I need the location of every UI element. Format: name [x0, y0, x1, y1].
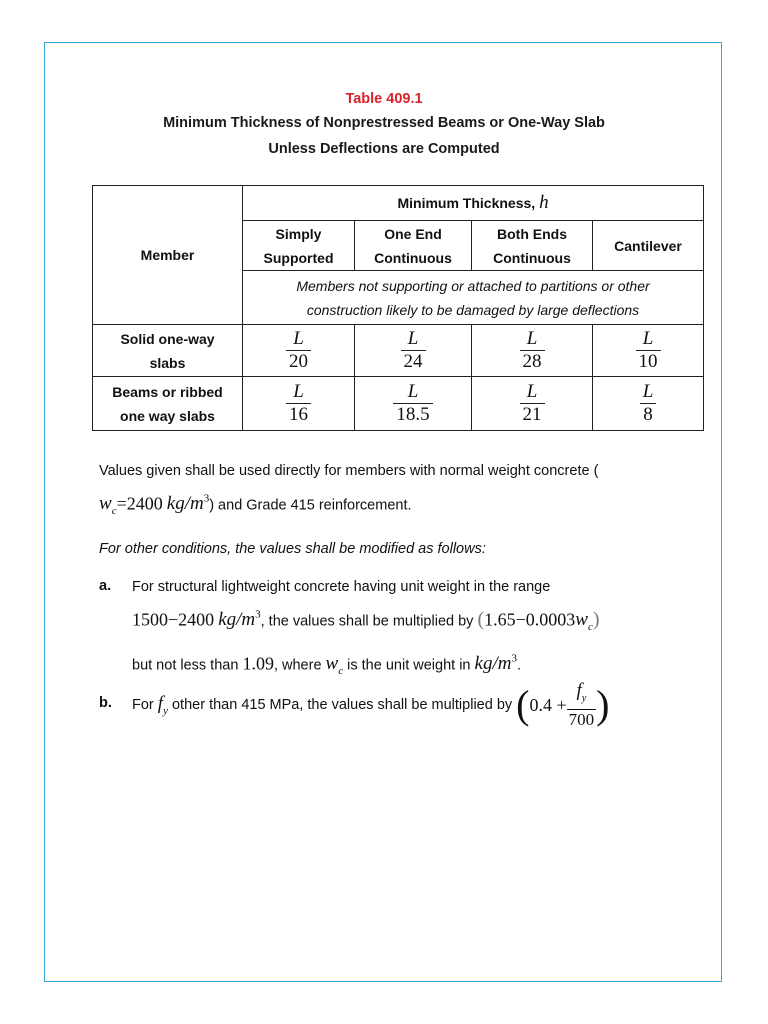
fraction-numerator: $f_y$ — [567, 681, 597, 710]
row-label — [93, 325, 243, 377]
item-a-mid: , the values shall be multiplied by — [260, 613, 474, 630]
para1-rest: ) and Grade 415 reinforcement. — [209, 497, 412, 514]
fraction-numerator: L — [293, 327, 304, 349]
item-b-label: b. — [99, 695, 112, 711]
weight-range: 1500−2400 — [132, 609, 215, 630]
fraction — [520, 328, 545, 373]
fraction-numerator: L — [407, 327, 419, 349]
para1-line1: Values given shall be used directly for members with normal weight concrete ( — [99, 463, 599, 479]
col-both-ends-continuous — [472, 221, 593, 271]
col-simply-supported — [243, 221, 355, 271]
unit-text: kg/m — [218, 609, 256, 631]
item-b-for: For — [132, 697, 154, 713]
para1-line2 — [99, 486, 709, 524]
fraction-numerator: L — [407, 380, 419, 402]
table-cell — [355, 377, 472, 431]
row-label-line: Beams or ribbed — [112, 383, 223, 400]
fraction-denominator: 20 — [286, 350, 311, 373]
fraction — [636, 328, 661, 373]
table-cell — [593, 325, 704, 377]
item-a-line3-start: but not less than — [132, 657, 239, 674]
fraction-denominator: 16 — [286, 403, 311, 426]
thickness-symbol: h — [539, 192, 549, 213]
fraction-numerator: L — [642, 327, 654, 349]
table-caption — [44, 88, 724, 162]
fraction — [520, 381, 545, 426]
col-one-end-continuous — [355, 221, 472, 271]
item-b-text — [132, 676, 712, 739]
unit-kgm3: $kg/m^3$ — [166, 493, 210, 515]
fraction-denominator: 24 — [401, 350, 426, 373]
note-line: Members not supporting or attached to partitions or other — [296, 277, 650, 294]
fraction — [393, 381, 432, 426]
note-line: construction likely to be damaged by large deflections — [306, 301, 640, 318]
symbol-w: $w_c$ — [325, 653, 344, 678]
lightweight-factor: 1.65−0.0003 — [484, 609, 576, 630]
symbol-w: $w_c$ — [575, 609, 593, 634]
table-cell — [472, 377, 593, 431]
item-a-line3-mid: , where — [273, 657, 322, 674]
fraction — [640, 381, 657, 426]
col-header-line: Simply — [275, 225, 322, 242]
fraction-numerator: L — [293, 380, 304, 402]
paren-left: ( — [516, 682, 530, 728]
member-header: Member — [93, 186, 243, 325]
unit-text: kg/m — [166, 493, 204, 515]
unit-kgm3: $kg/m^3$ — [474, 653, 517, 675]
fraction-denominator: 21 — [520, 403, 545, 426]
min-thickness-table — [92, 185, 704, 431]
fraction-denominator: 10 — [636, 350, 661, 373]
item-a-text — [132, 576, 712, 684]
fraction-denominator: 700 — [568, 709, 595, 729]
table-cell — [593, 377, 704, 431]
fraction — [286, 328, 311, 373]
table-row — [93, 325, 704, 377]
unit-kgm3: $kg/m^3$ — [218, 609, 261, 631]
item-a-line2 — [132, 600, 712, 642]
item-a-line3: but not less than 1.09, where $w_c$ is the unit weight in $kg/m^3$. — [132, 653, 521, 678]
paren-right: ) — [592, 608, 600, 631]
symbol-w: $w_c$ — [99, 493, 117, 518]
row-label-line: one way slabs — [120, 407, 215, 424]
fy-fraction — [567, 681, 597, 730]
fraction-numerator: L — [526, 380, 538, 402]
strength-constant: 0.4 + — [529, 695, 567, 716]
table-cell — [243, 325, 355, 377]
min-thickness-header — [243, 186, 704, 221]
item-a-label: a. — [99, 578, 112, 594]
min-thickness-label: Minimum Thickness, — [397, 195, 536, 211]
table-number: Table 409.1 — [345, 91, 423, 107]
item-a-line3-end: is the unit weight in — [347, 657, 471, 674]
unit-text: kg/m — [474, 653, 512, 675]
row-label — [93, 377, 243, 431]
fraction — [286, 381, 311, 426]
unit-weight-value: =2400 — [116, 493, 163, 514]
table-cell — [243, 377, 355, 431]
paren-right: ) — [596, 682, 610, 728]
fraction-numerator: L — [642, 380, 654, 402]
partition-note — [243, 271, 704, 325]
col-header-line: Continuous — [493, 249, 571, 266]
col-header-line: One End — [384, 225, 442, 242]
row-label-line: slabs — [149, 354, 186, 371]
normal-weight-paragraph — [99, 460, 709, 524]
table-title-line2: Unless Deflections are Computed — [268, 141, 500, 157]
item-b-text-main: other than 415 MPa, the values shall be multiplied by — [171, 697, 513, 713]
fraction — [401, 328, 426, 373]
col-header-line: Both Ends — [497, 225, 567, 242]
table-row — [93, 377, 704, 431]
col-cantilever: Cantilever — [593, 221, 704, 271]
min-factor: 1.09 — [242, 653, 274, 674]
symbol-fy: $f_y$ — [157, 693, 168, 717]
paren-left: ( — [477, 608, 485, 631]
fraction-denominator: 8 — [640, 403, 657, 426]
table-title-line1: Minimum Thickness of Nonprestressed Beams or One-Way Slab — [163, 115, 605, 131]
row-label-line: Solid one-way — [120, 330, 215, 347]
fraction-denominator: 18.5 — [393, 403, 432, 426]
fraction-denominator: 28 — [520, 350, 545, 373]
col-header-line: Supported — [263, 249, 334, 266]
item-a-line1: For structural lightweight concrete having unit weight in the range — [132, 579, 551, 595]
table-cell — [355, 325, 472, 377]
other-conditions-paragraph: For other conditions, the values shall be modified as follows: — [99, 541, 486, 557]
fraction-numerator: L — [526, 327, 538, 349]
col-header-line: Continuous — [374, 249, 452, 266]
table-cell — [472, 325, 593, 377]
